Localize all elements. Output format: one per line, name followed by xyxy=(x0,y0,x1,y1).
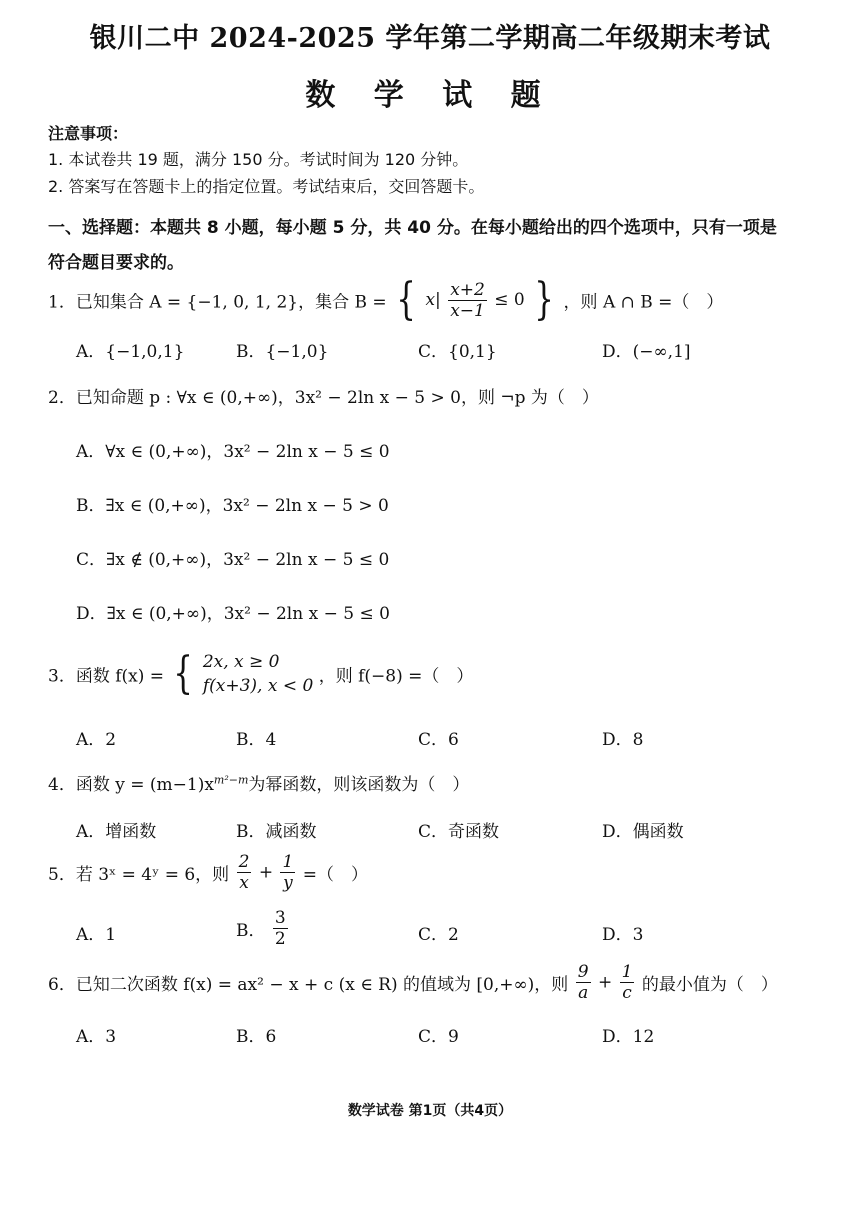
q5-option-b xyxy=(236,908,290,949)
exam-title: 银川二中 2024-2025 学年第二学期高二年级期末考试 xyxy=(89,23,771,54)
q3-option-b: B．4 xyxy=(236,730,277,750)
q3-brace: { xyxy=(173,648,194,699)
q1-set-rel: ≤ 0 xyxy=(494,290,525,310)
q3-stem-post: ，则 f(−8) =（ ） xyxy=(318,666,474,687)
q5-plus: + xyxy=(258,862,274,883)
question-5-stem xyxy=(48,852,368,893)
q5-f2-num: 1 xyxy=(282,852,294,872)
notice-item-2: 2. 答案写在答题卡上的指定位置。考试结束后，交回答题卡。 xyxy=(48,177,485,196)
q4-stem-post: 为幂函数，则该函数为（ ） xyxy=(248,775,470,795)
q5-f1-num: 2 xyxy=(238,852,250,872)
q5-option-c: C．2 xyxy=(418,925,459,945)
q3-piece-1: 2x, x ≥ 0 xyxy=(202,652,280,672)
q4-option-d: D．偶函数 xyxy=(602,822,684,842)
q5-option-b-den: 2 xyxy=(274,929,286,949)
q1-option-a: A．{−1,0,1} xyxy=(76,342,185,362)
q6-plus: + xyxy=(597,972,613,993)
q6-stem-pre: 6．已知二次函数 f(x) = ax² − x + c (x ∈ R) 的值域为 [0,+∞)，则 xyxy=(48,975,574,995)
notice-item-1: 1. 本试卷共 19 题，满分 150 分。考试时间为 120 分钟。 xyxy=(48,150,469,169)
q5-option-d: D．3 xyxy=(602,925,644,945)
q1-frac-num: x+2 xyxy=(450,279,485,300)
q3-stem-pre: 3．函数 f(x) = xyxy=(48,666,170,687)
q1-set-open: { xyxy=(396,274,416,325)
question-3-stem xyxy=(48,650,473,698)
q5-fraction-1 xyxy=(237,852,252,893)
q2-option-c: C．∃x ∉ (0,+∞)，3x² − 2ln x − 5 ≤ 0 xyxy=(76,550,390,570)
q6-stem-post: 的最小值为（ ） xyxy=(641,975,778,995)
q4-option-c: C．奇函数 xyxy=(418,822,500,842)
q4-stem-pre: 4．函数 y = (m−1)x xyxy=(48,775,214,795)
section-heading-line1: 一、选择题：本题共 8 小题，每小题 5 分，共 40 分。在每小题给出的四个选项中，只有一项是 xyxy=(48,218,777,238)
q1-option-d: D．(−∞,1] xyxy=(602,342,691,362)
q3-pieces xyxy=(203,650,313,698)
q6-option-a: A．3 xyxy=(76,1027,117,1047)
q2-option-a: A．∀x ∈ (0,+∞)，3x² − 2ln x − 5 ≤ 0 xyxy=(76,442,390,462)
q6-fraction-1 xyxy=(576,962,591,1003)
q5-option-a: A．1 xyxy=(76,925,117,945)
q5-option-b-fraction xyxy=(273,908,288,949)
q5-fraction-2 xyxy=(280,852,295,893)
q4-exponent: m²−m xyxy=(213,773,249,787)
q1-fraction xyxy=(448,280,487,321)
q1-option-c: C．{0,1} xyxy=(418,342,497,362)
q1-set-close: } xyxy=(534,274,554,325)
q5-option-b-num: 3 xyxy=(274,908,286,928)
q5-f1-den: x xyxy=(239,873,249,893)
q6-f2-num: 1 xyxy=(621,962,633,982)
q6-option-c: C．9 xyxy=(418,1027,459,1047)
q2-option-b: B．∃x ∈ (0,+∞)，3x² − 2ln x − 5 > 0 xyxy=(76,496,389,516)
page-footer: 数学试卷 第1页（共4页） xyxy=(347,1103,513,1119)
q6-f2-den: c xyxy=(622,983,632,1003)
question-2-stem: 2．已知命题 p : ∀x ∈ (0,+∞)，3x² − 2ln x − 5 > 0，则 ¬p 为（ ） xyxy=(48,388,599,408)
q1-stem-post: ，则 A ∩ B =（ ） xyxy=(563,292,724,313)
q4-option-a: A．增函数 xyxy=(76,822,157,842)
exam-subtitle: 数 学 试 题 xyxy=(305,78,555,113)
q6-f1-num: 9 xyxy=(577,962,589,982)
q6-fraction-2 xyxy=(620,962,635,1003)
q1-frac-den: x−1 xyxy=(450,300,485,321)
q4-option-b: B．减函数 xyxy=(236,822,317,842)
q3-option-d: D．8 xyxy=(602,730,644,750)
question-1-stem xyxy=(48,274,724,325)
q6-option-d: D．12 xyxy=(602,1027,655,1047)
q5-stem-pre: 5．若 3ˣ = 4ʸ = 6，则 xyxy=(48,865,235,885)
q1-set-var: x| xyxy=(425,290,441,310)
question-4-stem xyxy=(48,770,469,795)
q5-option-b-label: B． xyxy=(236,921,266,941)
notice-heading: 注意事项： xyxy=(48,124,129,143)
section-heading-line2: 符合题目要求的。 xyxy=(48,253,184,273)
q1-stem-pre: 1．已知集合 A = {−1, 0, 1, 2}，集合 B = xyxy=(48,292,393,313)
q1-option-b: B．{−1,0} xyxy=(236,342,329,362)
question-6-stem xyxy=(48,962,778,1003)
q3-option-c: C．6 xyxy=(418,730,459,750)
q3-piece-2: f(x+3), x < 0 xyxy=(202,676,314,696)
q5-stem-post: =（ ） xyxy=(302,865,368,885)
q6-f1-den: a xyxy=(578,983,589,1003)
q2-option-d: D．∃x ∈ (0,+∞)，3x² − 2ln x − 5 ≤ 0 xyxy=(76,604,390,624)
q5-f2-den: y xyxy=(283,873,293,893)
q6-option-b: B．6 xyxy=(236,1027,277,1047)
q3-option-a: A．2 xyxy=(76,730,117,750)
